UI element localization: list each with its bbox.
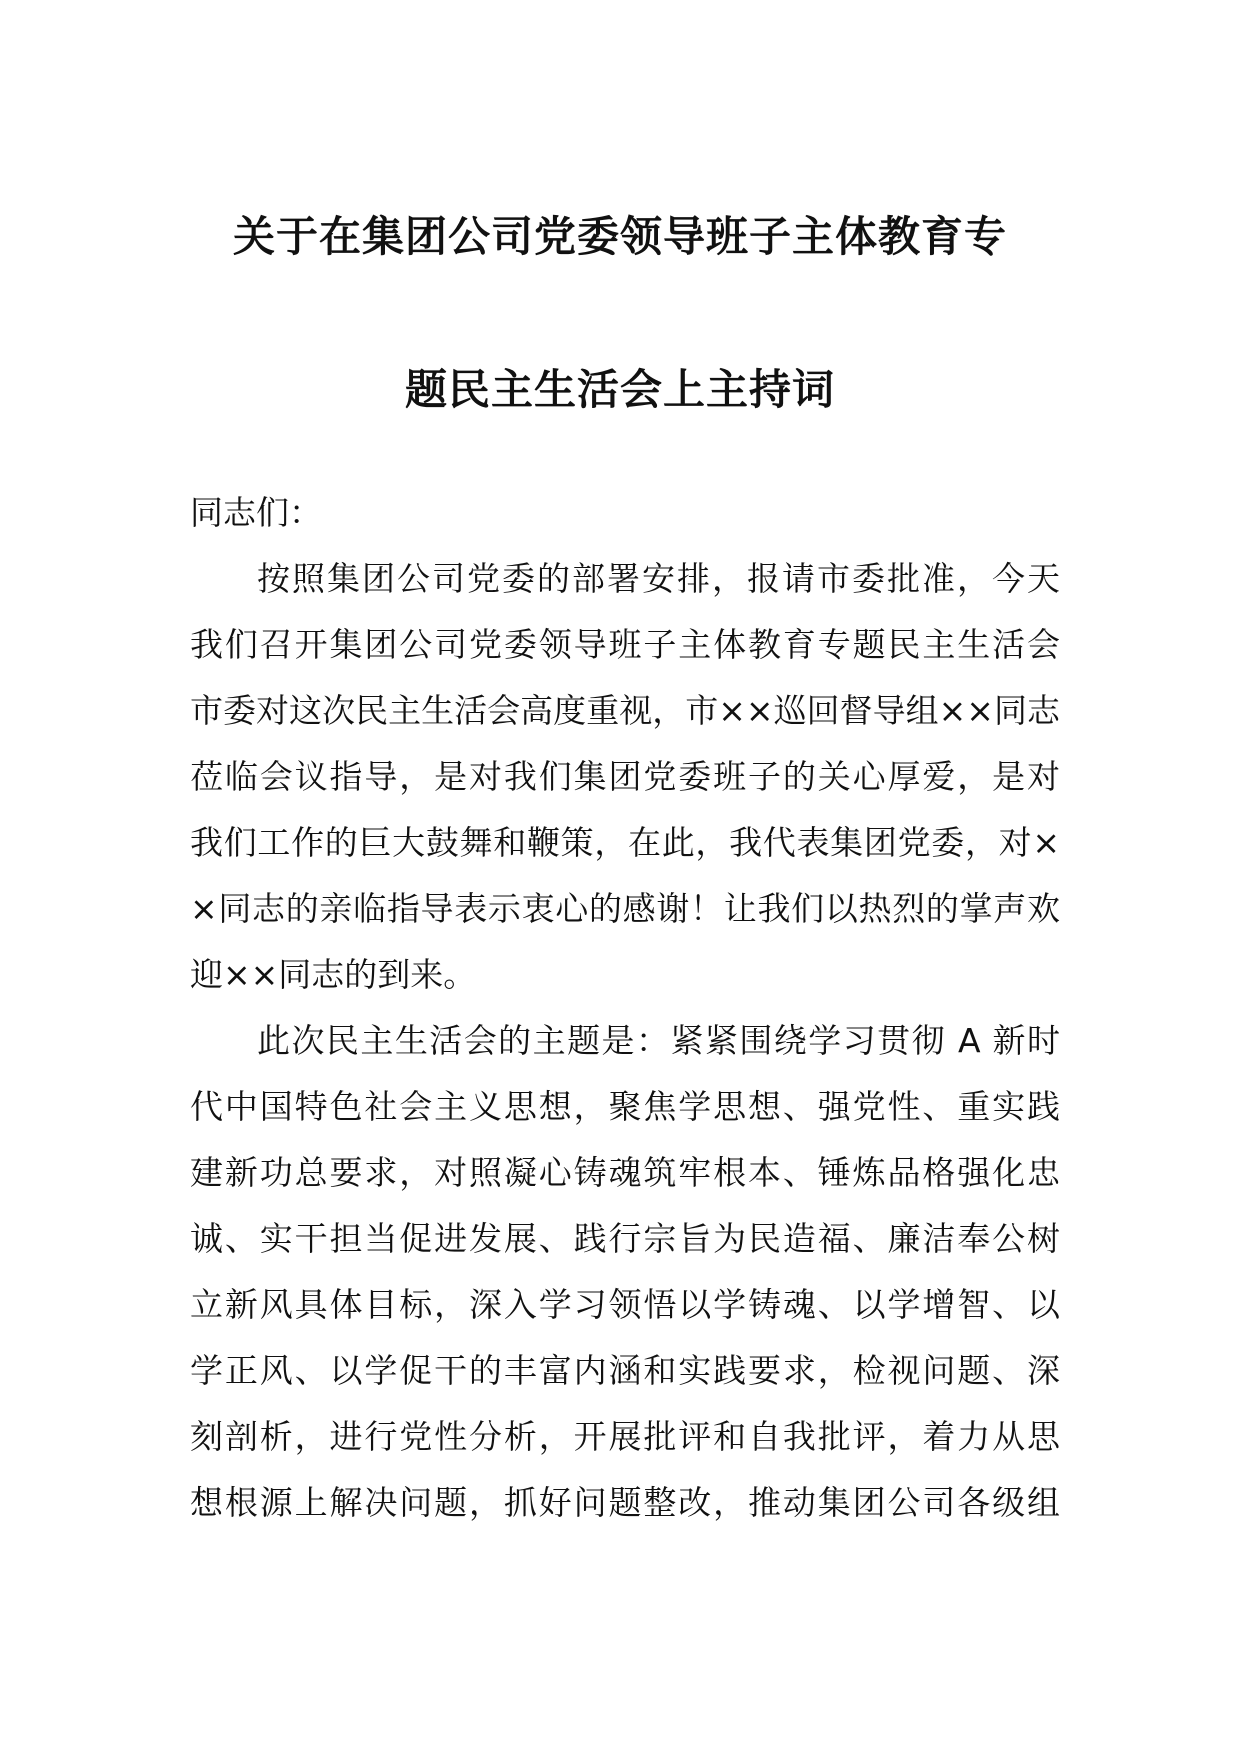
paragraph-line: 按照集团公司党委的部署安排，报请市委批准，今天: [257, 559, 1060, 598]
paragraph-line: 代中国特色社会主义思想，聚焦学思想、强党性、重实践: [190, 1087, 1060, 1126]
paragraph-line: 我们召开集团公司党委领导班子主体教育专题民主生活会: [190, 625, 1060, 664]
paragraph-line: 刻剖析，进行党性分析，开展批评和自我批评，着力从思: [190, 1417, 1060, 1456]
paragraph-line: 建新功总要求，对照凝心铸魂筑牢根本、锤炼品格强化忠: [190, 1153, 1060, 1192]
paragraph-line: 莅临会议指导，是对我们集团党委班子的关心厚爱，是对: [190, 757, 1060, 796]
paragraph-line: 市委对这次民主生活会高度重视，市××巡回督导组××同志: [190, 691, 1060, 730]
salutation: 同志们：: [190, 493, 322, 532]
paragraph-line: ×同志的亲临指导表示衷心的感谢！让我们以热烈的掌声欢: [190, 889, 1060, 928]
paragraph-line: 迎××同志的到来。: [190, 955, 477, 994]
paragraph-line: 诚、实干担当促进发展、践行宗旨为民造福、廉洁奉公树: [190, 1219, 1060, 1258]
document-title-line-2: 题民主生活会上主持词: [404, 365, 835, 414]
paragraph-1: [190, 546, 1060, 1008]
paragraph-2: [190, 1008, 1060, 1536]
paragraph-line: 立新风具体目标，深入学习领悟以学铸魂、以学增智、以: [190, 1285, 1060, 1324]
paragraph-line: 此次民主生活会的主题是：紧紧围绕学习贯彻 A 新时: [257, 1021, 1060, 1060]
document-title-line-1: 关于在集团公司党委领导班子主体教育专: [232, 212, 1007, 261]
paragraph-line: 我们工作的巨大鼓舞和鞭策，在此，我代表集团党委，对×: [190, 823, 1060, 862]
paragraph-line: 想根源上解决问题，抓好问题整改，推动集团公司各级组: [190, 1483, 1060, 1522]
document-body: [190, 480, 1060, 1536]
paragraph-line: 学正风、以学促干的丰富内涵和实践要求，检视问题、深: [190, 1351, 1060, 1390]
